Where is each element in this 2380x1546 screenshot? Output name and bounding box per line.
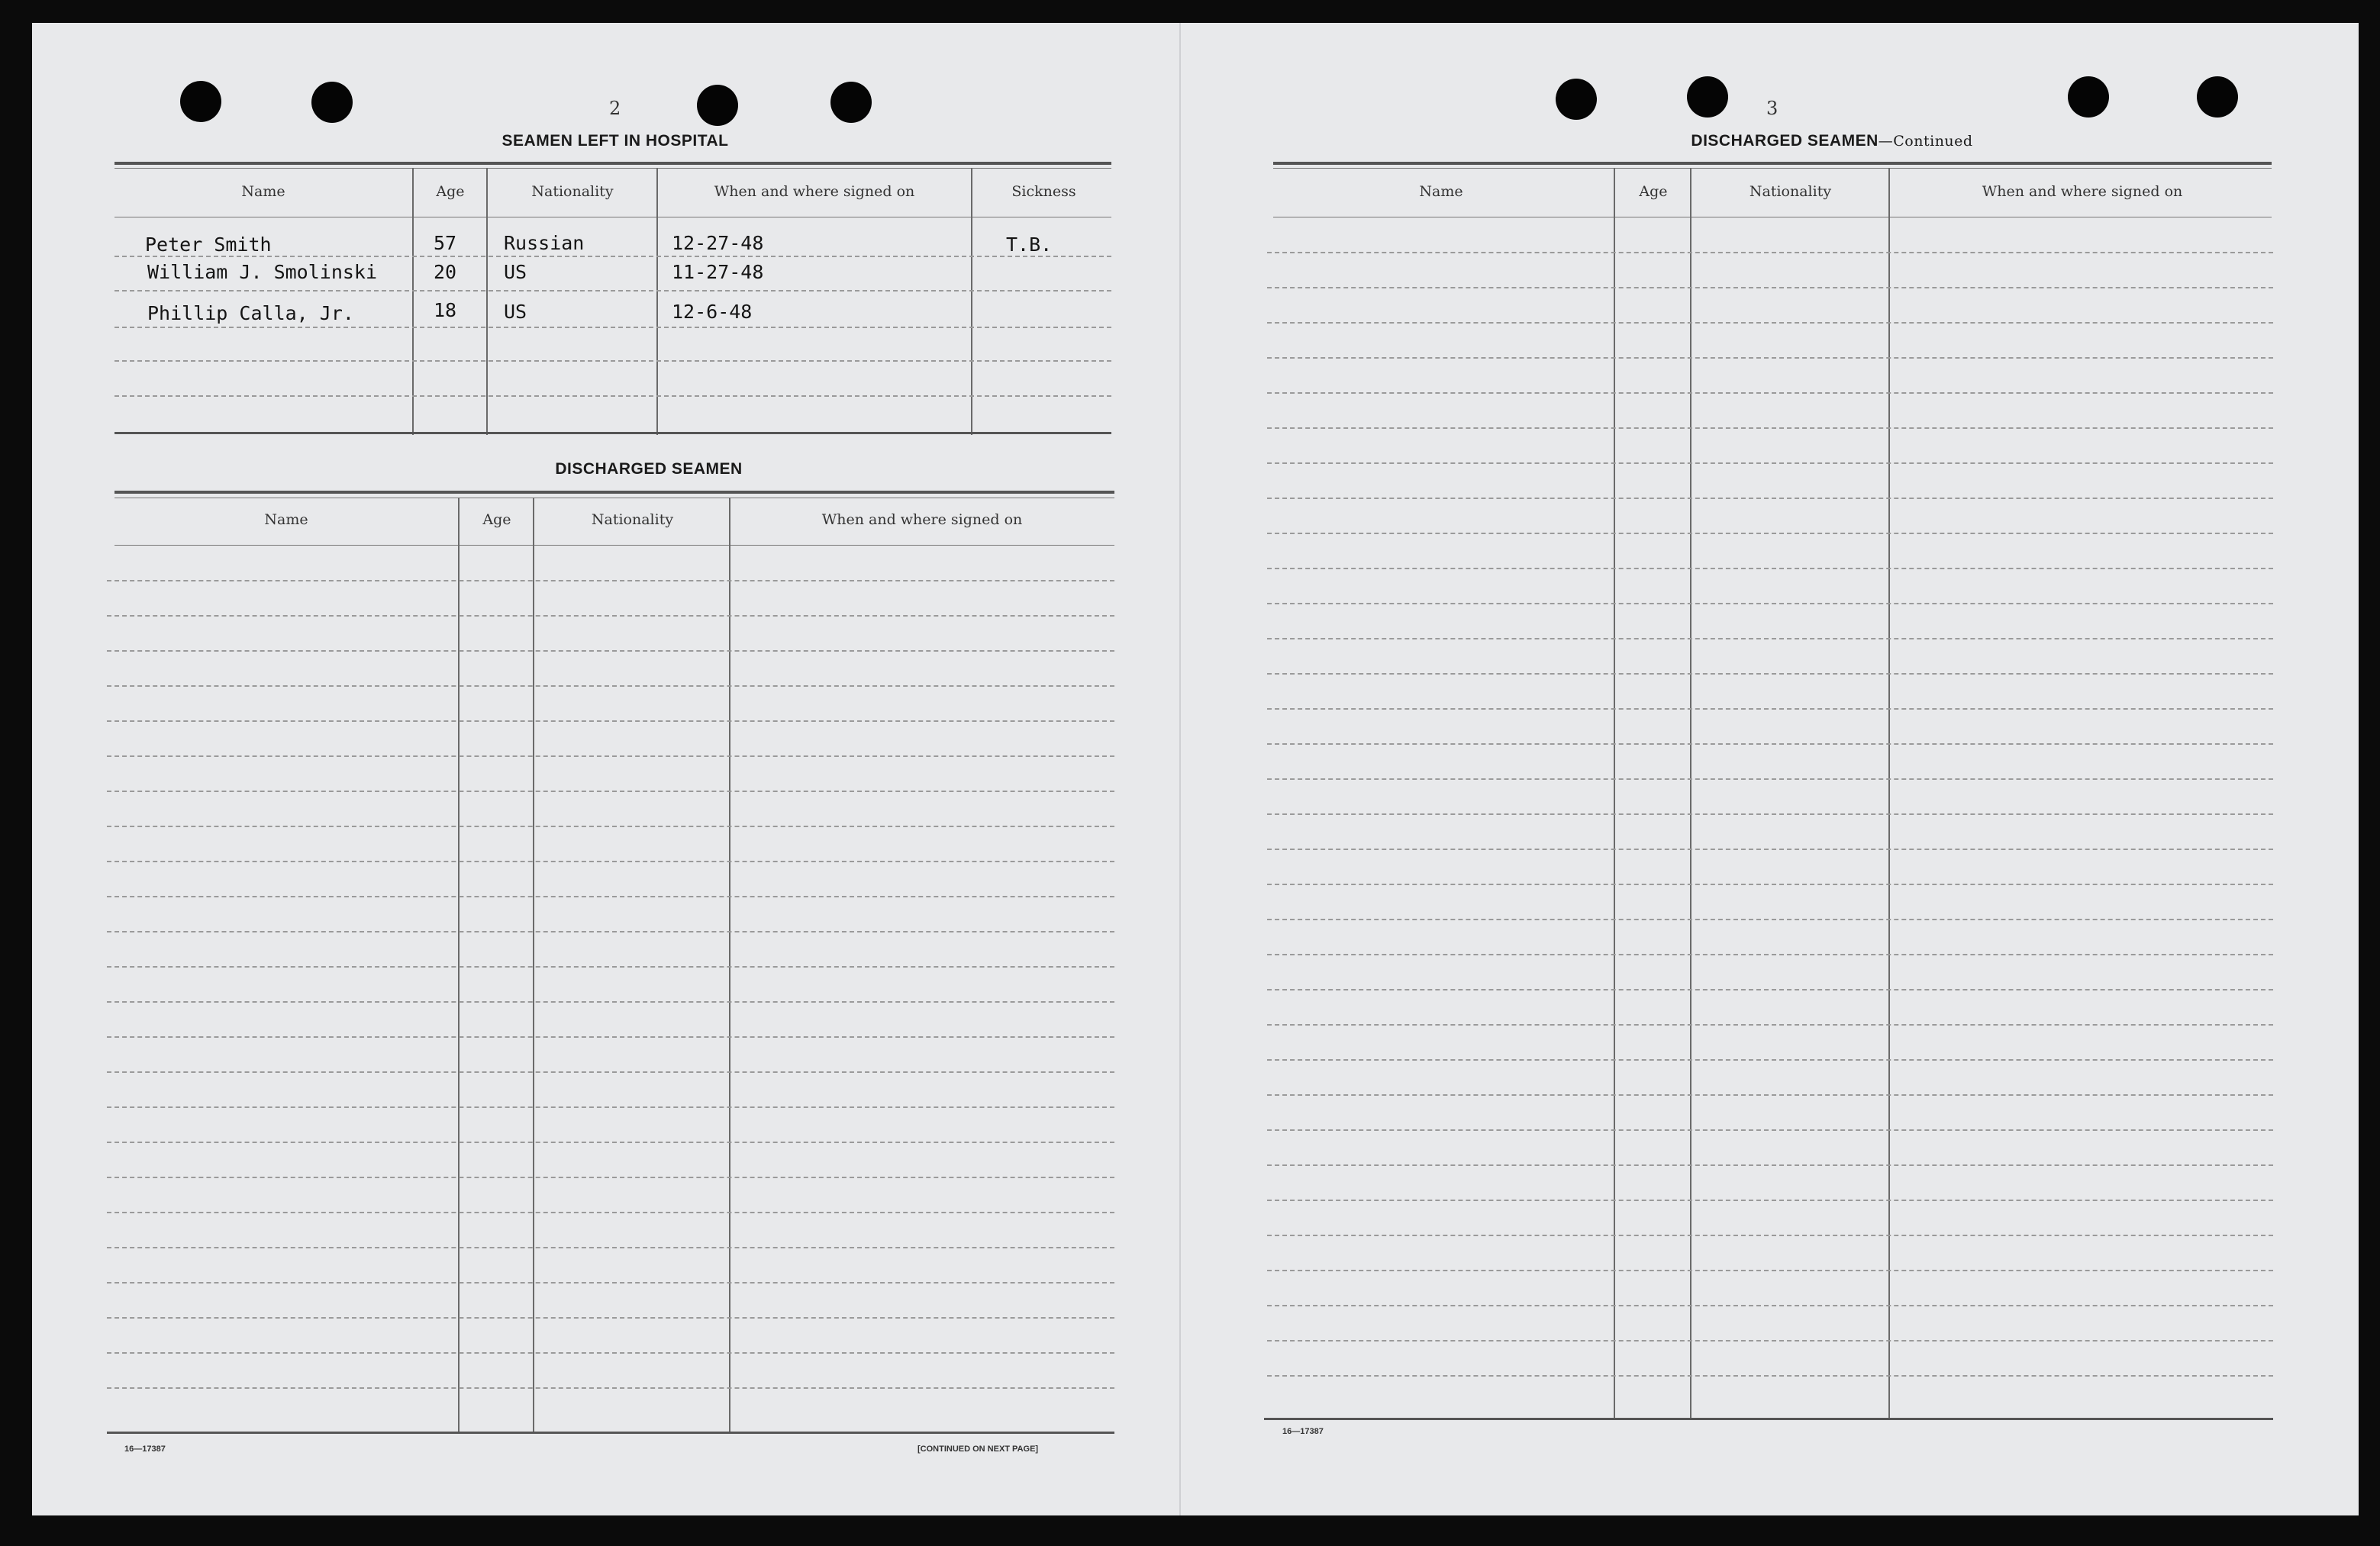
hospital-row-2-nationality: US [504, 261, 527, 283]
row-line [107, 580, 1114, 581]
row-line [107, 1352, 1114, 1354]
column-header-age: Age [1639, 183, 1668, 200]
row-line [107, 1247, 1114, 1248]
row-line [107, 1036, 1114, 1038]
hospital-row-3-nationality: US [504, 301, 527, 323]
row-line [1267, 1235, 2273, 1236]
divider [1264, 1418, 2273, 1420]
row-line [1267, 1305, 2273, 1306]
row-line [107, 1106, 1114, 1108]
row-line [1267, 1164, 2273, 1166]
page-fold [1179, 23, 1181, 1515]
row-line [1267, 919, 2273, 920]
column-divider [1690, 168, 1691, 1419]
row-line [1267, 708, 2273, 710]
punch-hole [697, 85, 738, 126]
row-line [107, 1142, 1114, 1143]
discharged-section-title: DISCHARGED SEAMEN [555, 460, 743, 478]
row-line [1267, 1129, 2273, 1131]
row-line [1267, 1375, 2273, 1377]
row-line [1267, 462, 2273, 464]
row-line [107, 1282, 1114, 1284]
row-line [107, 931, 1114, 932]
row-line [107, 1177, 1114, 1178]
row-line [1267, 884, 2273, 885]
column-header-sickness: Sickness [1011, 183, 1076, 200]
row-line [107, 861, 1114, 862]
hospital-row-2-name: William J. Smolinski [147, 261, 378, 283]
divider [114, 162, 1111, 165]
punch-hole [180, 81, 221, 122]
punch-hole [1556, 79, 1597, 120]
row-line [114, 327, 1111, 328]
row-line [1267, 1024, 2273, 1026]
form-number-right: 16—17387 [1282, 1427, 1324, 1436]
row-line [107, 896, 1114, 897]
right-section-title [1519, 132, 2145, 150]
divider [1273, 162, 2272, 165]
page-number-right: 3 [1766, 98, 1779, 119]
row-line [107, 1387, 1114, 1389]
column-header-signed-on: When and where signed on [1982, 183, 2183, 200]
column-header-signed-on: When and where signed on [821, 511, 1023, 528]
row-line [107, 1001, 1114, 1003]
hospital-row-3-signed-on: 12-6-48 [672, 301, 753, 323]
form-number-left: 16—17387 [124, 1445, 166, 1454]
row-line [1267, 392, 2273, 394]
continued-note: [CONTINUED ON NEXT PAGE] [917, 1445, 1039, 1454]
hospital-row-1-signed-on: 12-27-48 [672, 232, 764, 254]
row-line [1267, 252, 2273, 253]
row-line [1267, 778, 2273, 780]
right-section-title-suffix: —Continued [1878, 133, 1973, 150]
row-line [1267, 813, 2273, 815]
divider [114, 491, 1114, 494]
divider [114, 545, 1114, 546]
column-header-nationality: Nationality [591, 511, 674, 528]
row-line [107, 755, 1114, 757]
row-line [1267, 568, 2273, 569]
divider [114, 168, 1111, 169]
column-divider [729, 498, 730, 1433]
hospital-row-1-age: 57 [434, 232, 457, 254]
document-sheet [32, 23, 2359, 1515]
column-header-nationality: Nationality [1749, 183, 1832, 200]
page-number-left: 2 [609, 98, 621, 119]
row-line [1267, 638, 2273, 639]
row-line [107, 1212, 1114, 1213]
row-line [1267, 743, 2273, 745]
hospital-row-1-nationality: Russian [504, 232, 585, 254]
punch-hole [2197, 76, 2238, 118]
hospital-row-1-name: Peter Smith [145, 234, 272, 256]
hospital-row-1-sickness: T.B. [1006, 234, 1053, 256]
column-divider [1614, 168, 1615, 1419]
row-line [1267, 533, 2273, 534]
row-line [114, 290, 1111, 291]
row-line [114, 360, 1111, 362]
row-line [1267, 357, 2273, 359]
row-line [1267, 954, 2273, 955]
row-line [107, 1071, 1114, 1073]
row-line [1267, 603, 2273, 604]
column-divider [458, 498, 460, 1433]
punch-hole [1687, 76, 1728, 118]
column-header-age: Age [436, 183, 465, 200]
row-line [1267, 1059, 2273, 1061]
hospital-row-3-name: Phillip Calla, Jr. [147, 302, 354, 324]
punch-hole [2068, 76, 2109, 118]
column-header-name: Name [241, 183, 285, 200]
row-line [1267, 498, 2273, 499]
row-line [107, 650, 1114, 652]
row-line [1267, 849, 2273, 850]
row-line [1267, 1340, 2273, 1341]
row-line [1267, 287, 2273, 288]
row-line [107, 720, 1114, 722]
column-header-age: Age [482, 511, 511, 528]
hospital-section-title: SEAMEN LEFT IN HOSPITAL [501, 132, 729, 150]
row-line [107, 826, 1114, 827]
row-line [1267, 1200, 2273, 1201]
column-header-name: Name [264, 511, 308, 528]
row-line [1267, 1094, 2273, 1096]
row-line [107, 791, 1114, 792]
divider [114, 432, 1111, 434]
hospital-row-3-age: 18 [434, 299, 457, 321]
column-divider [533, 498, 534, 1433]
divider [107, 1432, 1114, 1434]
row-line [107, 966, 1114, 968]
row-line [107, 1317, 1114, 1319]
row-line [1267, 1270, 2273, 1271]
row-line [114, 395, 1111, 397]
row-line [1267, 427, 2273, 429]
row-line [114, 256, 1111, 257]
punch-hole [830, 82, 872, 123]
row-line [1267, 989, 2273, 990]
row-line [107, 615, 1114, 617]
row-line [1267, 322, 2273, 324]
right-section-title-main: DISCHARGED SEAMEN [1691, 132, 1879, 150]
row-line [1267, 673, 2273, 675]
hospital-row-2-age: 20 [434, 261, 457, 283]
column-header-nationality: Nationality [531, 183, 614, 200]
punch-hole [311, 82, 353, 123]
column-header-signed-on: When and where signed on [714, 183, 915, 200]
column-divider [1888, 168, 1890, 1419]
divider [1273, 168, 2272, 169]
hospital-row-2-signed-on: 11-27-48 [672, 261, 764, 283]
column-header-name: Name [1419, 183, 1463, 200]
row-line [107, 685, 1114, 687]
